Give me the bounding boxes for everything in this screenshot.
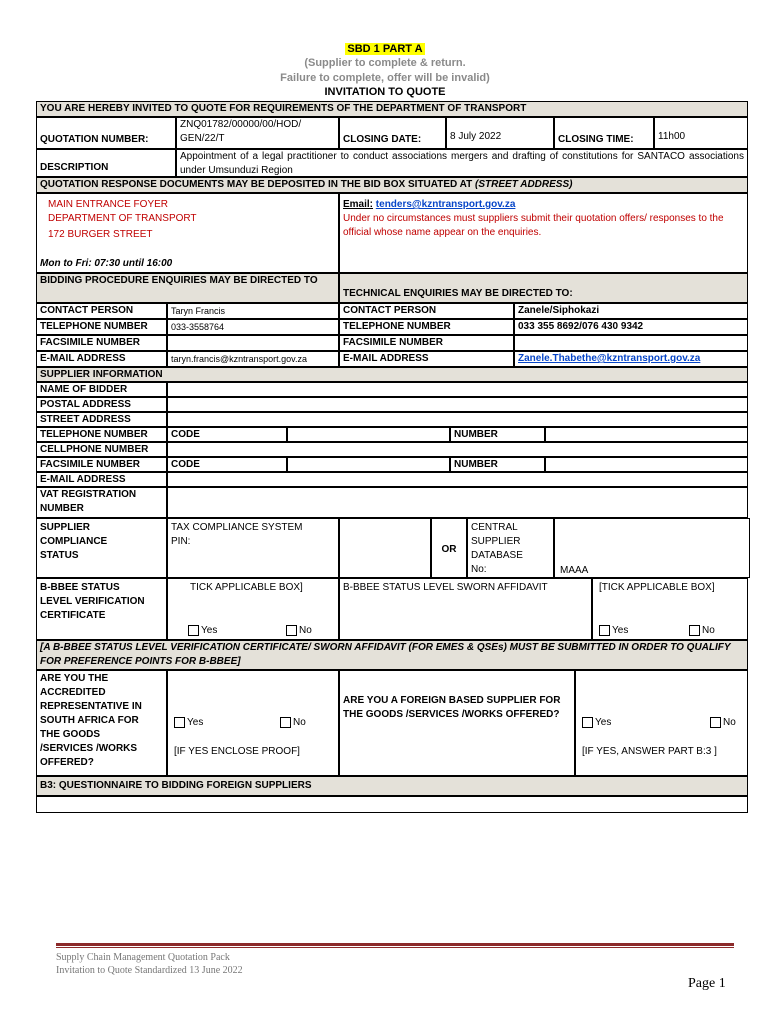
supplier-fax-code-label: CODE xyxy=(167,457,287,472)
or-label: OR xyxy=(431,518,467,578)
tech-phone-value: 033 355 8692/076 430 9342 xyxy=(514,319,748,335)
accredited-no[interactable]: No xyxy=(280,716,306,730)
form-code-text: SBD 1 PART A xyxy=(347,43,423,55)
supplier-phone-code-label: CODE xyxy=(167,427,287,442)
csd-prefix: MAAA xyxy=(560,565,589,576)
csd-number-field[interactable] xyxy=(554,518,750,578)
bbbee-affidavit-no[interactable]: No xyxy=(689,624,715,638)
checkbox-icon xyxy=(188,625,199,636)
submission-warning: Under no circumstances must suppliers submit their quotation offers/ responses to the official whose name appear on the enquiries. xyxy=(343,213,724,238)
footer-rule xyxy=(56,943,734,946)
closing-date-value[interactable]: 8 July 2022 xyxy=(446,117,554,149)
tech-fax-label: FACSIMILE NUMBER xyxy=(339,335,514,351)
quotation-number-value[interactable]: ZNQ01782/00000/00/HOD/ GEN/22/T xyxy=(176,117,339,149)
street-address-field[interactable] xyxy=(167,412,748,427)
checkbox-icon xyxy=(280,717,291,728)
supplier-phone-number-label: NUMBER xyxy=(450,427,545,442)
accredited-question: ARE YOU THE ACCREDITED REPRESENTATIVE IN SOUTH AFRICA FOR THE GOODS /SERVICES /WORKS OFFERED? xyxy=(36,670,167,776)
accredited-note: [IF YES ENCLOSE PROOF] xyxy=(174,746,300,757)
foreign-yes[interactable]: Yes xyxy=(582,716,611,730)
cellphone-label: CELLPHONE NUMBER xyxy=(36,442,167,457)
tenders-email-link[interactable]: tenders@kzntransport.gov.za xyxy=(375,199,516,210)
bbbee-affidavit-tick-note: [TICK APPLICABLE BOX] xyxy=(599,582,715,593)
supplier-phone-label: TELEPHONE NUMBER xyxy=(36,427,167,442)
description-label: DESCRIPTION xyxy=(36,149,176,177)
foreign-supplier-question: ARE YOU A FOREIGN BASED SUPPLIER FOR THE GOODS /SERVICES /WORKS OFFERED? xyxy=(339,670,575,776)
tax-compliance-label: TAX COMPLIANCE SYSTEM PIN: xyxy=(167,518,339,578)
note-line-1: (Supplier to complete & return. xyxy=(304,57,466,69)
supplier-fax-number-label: NUMBER xyxy=(450,457,545,472)
footer-line-1: Supply Chain Management Quotation Pack xyxy=(56,952,230,963)
bidder-name-field[interactable] xyxy=(167,382,748,397)
supplier-email-label: E-MAIL ADDRESS xyxy=(36,472,167,487)
address-line-3: 172 BURGER STREET xyxy=(48,229,153,240)
bbbee-cert-yes[interactable]: Yes xyxy=(188,624,217,638)
compliance-status-label: SUPPLIER COMPLIANCE STATUS xyxy=(36,518,167,578)
supplier-email-field[interactable] xyxy=(167,472,748,487)
page-number: Page 1 xyxy=(688,976,726,991)
bid-box-address xyxy=(36,193,339,273)
bidding-email-label: E-MAIL ADDRESS xyxy=(36,351,167,367)
bidding-enquiries-banner: BIDDING PROCEDURE ENQUIRIES MAY BE DIRECTED TO xyxy=(36,273,339,303)
street-address-label: STREET ADDRESS xyxy=(36,412,167,427)
bbbee-affidavit-label: B-BBEE STATUS LEVEL SWORN AFFIDAVIT xyxy=(339,578,592,640)
tech-fax-value xyxy=(514,335,748,351)
closing-time-label: CLOSING TIME: xyxy=(554,117,654,149)
bidding-fax-label: FACSIMILE NUMBER xyxy=(36,335,167,351)
bbbee-cert-no[interactable]: No xyxy=(286,624,312,638)
bbbee-affidavit-yes[interactable]: Yes xyxy=(599,624,628,638)
checkbox-icon xyxy=(286,625,297,636)
bbbee-cert-options xyxy=(167,578,339,640)
checkbox-icon xyxy=(174,717,185,728)
page-title: INVITATION TO QUOTE xyxy=(324,86,446,98)
bidding-fax-value xyxy=(167,335,339,351)
description-value: Appointment of a legal practitioner to conduct associations mergers and drafting of constitutions for SANTACO associations under Umsunduzi Region xyxy=(176,149,748,177)
bbbee-cert-label: B-BBEE STATUS LEVEL VERIFICATION CERTIFICATE xyxy=(36,578,167,640)
b3-questionnaire-banner: B3: QUESTIONNAIRE TO BIDDING FOREIGN SUPPLIERS xyxy=(36,776,748,796)
footer-rule-thin xyxy=(56,947,734,948)
bidding-contact-value: Taryn Francis xyxy=(167,303,339,319)
accredited-options xyxy=(167,670,339,776)
foreign-no[interactable]: No xyxy=(710,716,736,730)
office-hours: Mon to Fri: 07:30 until 16:00 xyxy=(40,258,173,269)
tech-phone-label: TELEPHONE NUMBER xyxy=(339,319,514,335)
checkbox-icon xyxy=(599,625,610,636)
postal-address-field[interactable] xyxy=(167,397,748,412)
bidding-phone-value: 033-3558764 xyxy=(167,319,339,335)
invitation-banner: YOU ARE HEREBY INVITED TO QUOTE FOR REQUIREMENTS OF THE DEPARTMENT OF TRANSPORT xyxy=(36,101,748,117)
technical-enquiries-banner: TECHNICAL ENQUIRIES MAY BE DIRECTED TO: xyxy=(339,273,748,303)
supplier-phone-number-field[interactable] xyxy=(545,427,748,442)
tech-email-link[interactable]: Zanele.Thabethe@kzntransport.gov.za xyxy=(514,351,748,367)
closing-date-label: CLOSING DATE: xyxy=(339,117,446,149)
supplier-fax-code-field[interactable] xyxy=(287,457,450,472)
address-line-2: DEPARTMENT OF TRANSPORT xyxy=(48,213,197,224)
vat-number-label: VAT REGISTRATION NUMBER xyxy=(36,487,167,518)
supplier-info-banner: SUPPLIER INFORMATION xyxy=(36,367,748,382)
tech-email-label: E-MAIL ADDRESS xyxy=(339,351,514,367)
bidding-email-value[interactable]: taryn.francis@kzntransport.gov.za xyxy=(167,351,339,367)
bidding-contact-label: CONTACT PERSON xyxy=(36,303,167,319)
supplier-fax-number-field[interactable] xyxy=(545,457,748,472)
b3-empty-row xyxy=(36,796,748,813)
bbbee-notice: [A B-BBEE STATUS LEVEL VERIFICATION CERTIFICATE/ SWORN AFFIDAVIT (FOR EMES & QSEs) MUST BE SUBMITTED IN ORDER TO QUALIFY FOR PREFERENCE POINTS FOR B-BBEE] xyxy=(36,640,748,670)
accredited-yes[interactable]: Yes xyxy=(174,716,203,730)
checkbox-icon xyxy=(710,717,721,728)
foreign-supplier-options xyxy=(575,670,748,776)
note-line-2: Failure to complete, offer will be invalid) xyxy=(280,72,490,84)
bidder-name-label: NAME OF BIDDER xyxy=(36,382,167,397)
footer-line-2: Invitation to Quote Standardized 13 June 2022 xyxy=(56,965,243,976)
address-line-1: MAIN ENTRANCE FOYER xyxy=(48,199,169,210)
closing-time-value[interactable]: 11h00 xyxy=(654,117,748,149)
vat-number-field[interactable] xyxy=(167,487,748,518)
postal-address-label: POSTAL ADDRESS xyxy=(36,397,167,412)
bbbee-affidavit-options xyxy=(592,578,748,640)
tax-pin-field[interactable] xyxy=(339,518,431,578)
deposit-email-block: Email: tenders@kzntransport.gov.za Under no circumstances must suppliers submit their quotation offers/ responses to the official whose name appear on the enquiries. xyxy=(339,193,748,273)
tech-contact-label: CONTACT PERSON xyxy=(339,303,514,319)
supplier-fax-label: FACSIMILE NUMBER xyxy=(36,457,167,472)
foreign-note: [IF YES, ANSWER PART B:3 ] xyxy=(582,746,717,757)
bbbee-cert-tick-note: TICK APPLICABLE BOX] xyxy=(190,582,303,593)
cellphone-field[interactable] xyxy=(167,442,748,457)
deposit-banner: QUOTATION RESPONSE DOCUMENTS MAY BE DEPOSITED IN THE BID BOX SITUATED AT (STREET ADDRESS) xyxy=(36,177,748,193)
supplier-phone-code-field[interactable] xyxy=(287,427,450,442)
checkbox-icon xyxy=(689,625,700,636)
tech-contact-value: Zanele/Siphokazi xyxy=(514,303,748,319)
form-code xyxy=(0,43,770,55)
csd-label: CENTRAL SUPPLIER DATABASE No: xyxy=(467,518,554,578)
checkbox-icon xyxy=(582,717,593,728)
bidding-phone-label: TELEPHONE NUMBER xyxy=(36,319,167,335)
quotation-number-label: QUOTATION NUMBER: xyxy=(36,117,176,149)
